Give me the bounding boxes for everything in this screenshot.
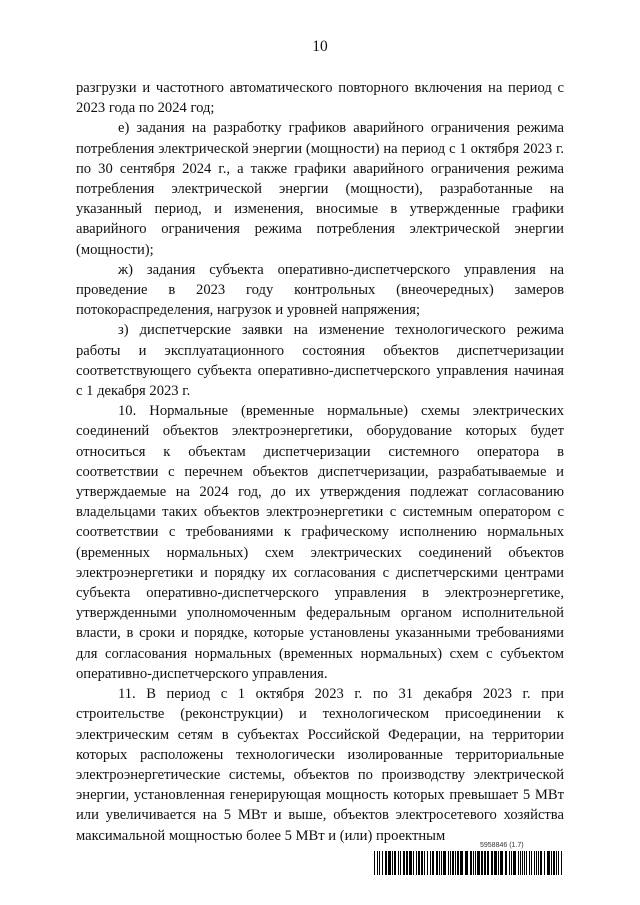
barcode-bar <box>403 851 405 875</box>
barcode-bar <box>500 851 503 875</box>
barcode-bar <box>491 851 493 875</box>
barcode-bar <box>509 851 510 875</box>
barcode-bar <box>529 851 530 875</box>
barcode-bar <box>450 851 451 875</box>
barcode-bar <box>544 851 545 875</box>
barcode-bar <box>524 851 525 875</box>
barcode-bar <box>427 851 428 875</box>
barcode-bar <box>377 851 378 875</box>
barcode-bar <box>388 851 391 875</box>
barcode-bar <box>430 851 431 875</box>
barcode-bar <box>518 851 519 875</box>
barcode-bar <box>452 851 454 875</box>
barcode-bar <box>424 851 425 875</box>
barcode-bar <box>561 851 562 875</box>
barcode-bar <box>558 851 559 875</box>
paragraph: ж) задания субъекта оперативно-диспетчерского управления на проведение в 2023 году контрольных (внеочередных) замеров потокораспределения, нагрузок и уровней напряжения; <box>76 261 564 319</box>
barcode-bar <box>475 851 476 875</box>
barcode-bar <box>531 851 532 875</box>
barcode-bar <box>439 851 440 875</box>
barcode <box>374 851 564 875</box>
barcode-bar <box>551 851 552 875</box>
document-body <box>76 78 564 846</box>
barcode-bar <box>547 851 550 875</box>
page-number: 10 <box>312 38 328 55</box>
barcode-bar <box>432 851 434 875</box>
barcode-bar <box>553 851 555 875</box>
barcode-bar <box>409 851 412 875</box>
barcode-bar <box>400 851 401 875</box>
barcode-bar <box>379 851 380 875</box>
paragraph: 11. В период с 1 октября 2023 г. по 31 декабря 2023 г. при строительстве (реконструкции) и технологическом присоединении к электрическим сетям в субъектах Российской Федерации, на территории которых расположены технологически изолированные территориальные электроэнергетические системы, объектов по производству электрической энергии, установленная генерирующая мощность которых превышает 5 МВт или увеличивается на 5 МВт и выше, объектов электросетевого хозяйства максимальной мощностью более 5 МВт и (или) проектным <box>76 686 564 844</box>
barcode-bar <box>513 851 516 875</box>
barcode-bar <box>413 851 414 875</box>
paragraph: е) задания на разработку графиков аварийного ограничения режима потребления электрической энергии (мощности) на период с 1 октября 2023 г. по 30 сентября 2024 г., а также графики аварийного ограничения режима потребления электрической энергии (мощности), разработанные на указанный период, и изменения, вносимые в утвержденные графики аварийного ограничения режима потребления электрической энергии (мощности); <box>76 120 564 258</box>
paragraph: з) диспетчерские заявки на изменение технологического режима работы и эксплуатационного состояния объектов диспетчеризации соответствующего субъекта оперативно-диспетчерского управления начиная с 1 декабря 2023 г. <box>76 322 564 400</box>
barcode-bar <box>498 851 499 875</box>
barcode-bar <box>526 851 527 875</box>
barcode-bar <box>540 851 542 875</box>
barcode-bar <box>477 851 480 875</box>
barcode-bar <box>511 851 512 875</box>
barcode-bar <box>441 851 442 875</box>
barcode-bar <box>481 851 483 875</box>
barcode-bar <box>470 851 472 875</box>
barcode-bar <box>536 851 537 875</box>
barcode-bar <box>473 851 474 875</box>
barcode-bar <box>394 851 396 875</box>
barcode-bar <box>520 851 521 875</box>
barcode-bar <box>385 851 387 875</box>
barcode-bar <box>484 851 486 875</box>
paragraph: 10. Нормальные (временные нормальные) схемы электрических соединений объектов электроэнергетики, оборудование которых будет относиться к объектам диспетчеризации системного оператора в соответствии с перечнем объектов диспетчеризации, разрабатываемые и утверждаемые на 2024 год, до их утверждения подлежат согласованию владельцами таких объектов электроэнергетики с системным оператором с соответствии с требованиями к графическому исполнению нормальных (временных нормальных) схем электрических соединений объектов электроэнергетики и порядку их согласования с диспетчерскими центрами субъекта оперативно-диспетчерского управления в электроэнергетике, утвержденными уполномоченным федеральным органом исполнительной власти, в сроки и порядке, которые установлены указанными требованиями для согласования нормальных (временных нормальных) схем с субъектом оперативно-диспетчерского управления. <box>76 403 564 682</box>
barcode-bar <box>505 851 507 875</box>
barcode-bar <box>457 851 459 875</box>
barcode-bar <box>421 851 423 875</box>
barcode-bar <box>374 851 375 875</box>
barcode-bar <box>465 851 468 875</box>
barcode-bar <box>398 851 399 875</box>
barcode-bar <box>556 851 557 875</box>
barcode-bar <box>455 851 456 875</box>
barcode-bar <box>494 851 497 875</box>
barcode-bar <box>443 851 446 875</box>
barcode-bar <box>416 851 417 875</box>
barcode-bar <box>448 851 449 875</box>
document-code: 5958846 (1.7) <box>480 842 524 849</box>
barcode-bar <box>487 851 489 875</box>
barcode-bar <box>538 851 539 875</box>
barcode-bar <box>460 851 463 875</box>
barcode-bar <box>418 851 420 875</box>
barcode-bar <box>382 851 383 875</box>
barcode-bar <box>392 851 393 875</box>
barcode-bar <box>436 851 438 875</box>
barcode-bar <box>522 851 523 875</box>
barcode-bar <box>406 851 408 875</box>
paragraph: разгрузки и частотного автоматического повторного включения на период с 2023 года по 2024 год; <box>76 80 564 117</box>
barcode-bar <box>534 851 535 875</box>
